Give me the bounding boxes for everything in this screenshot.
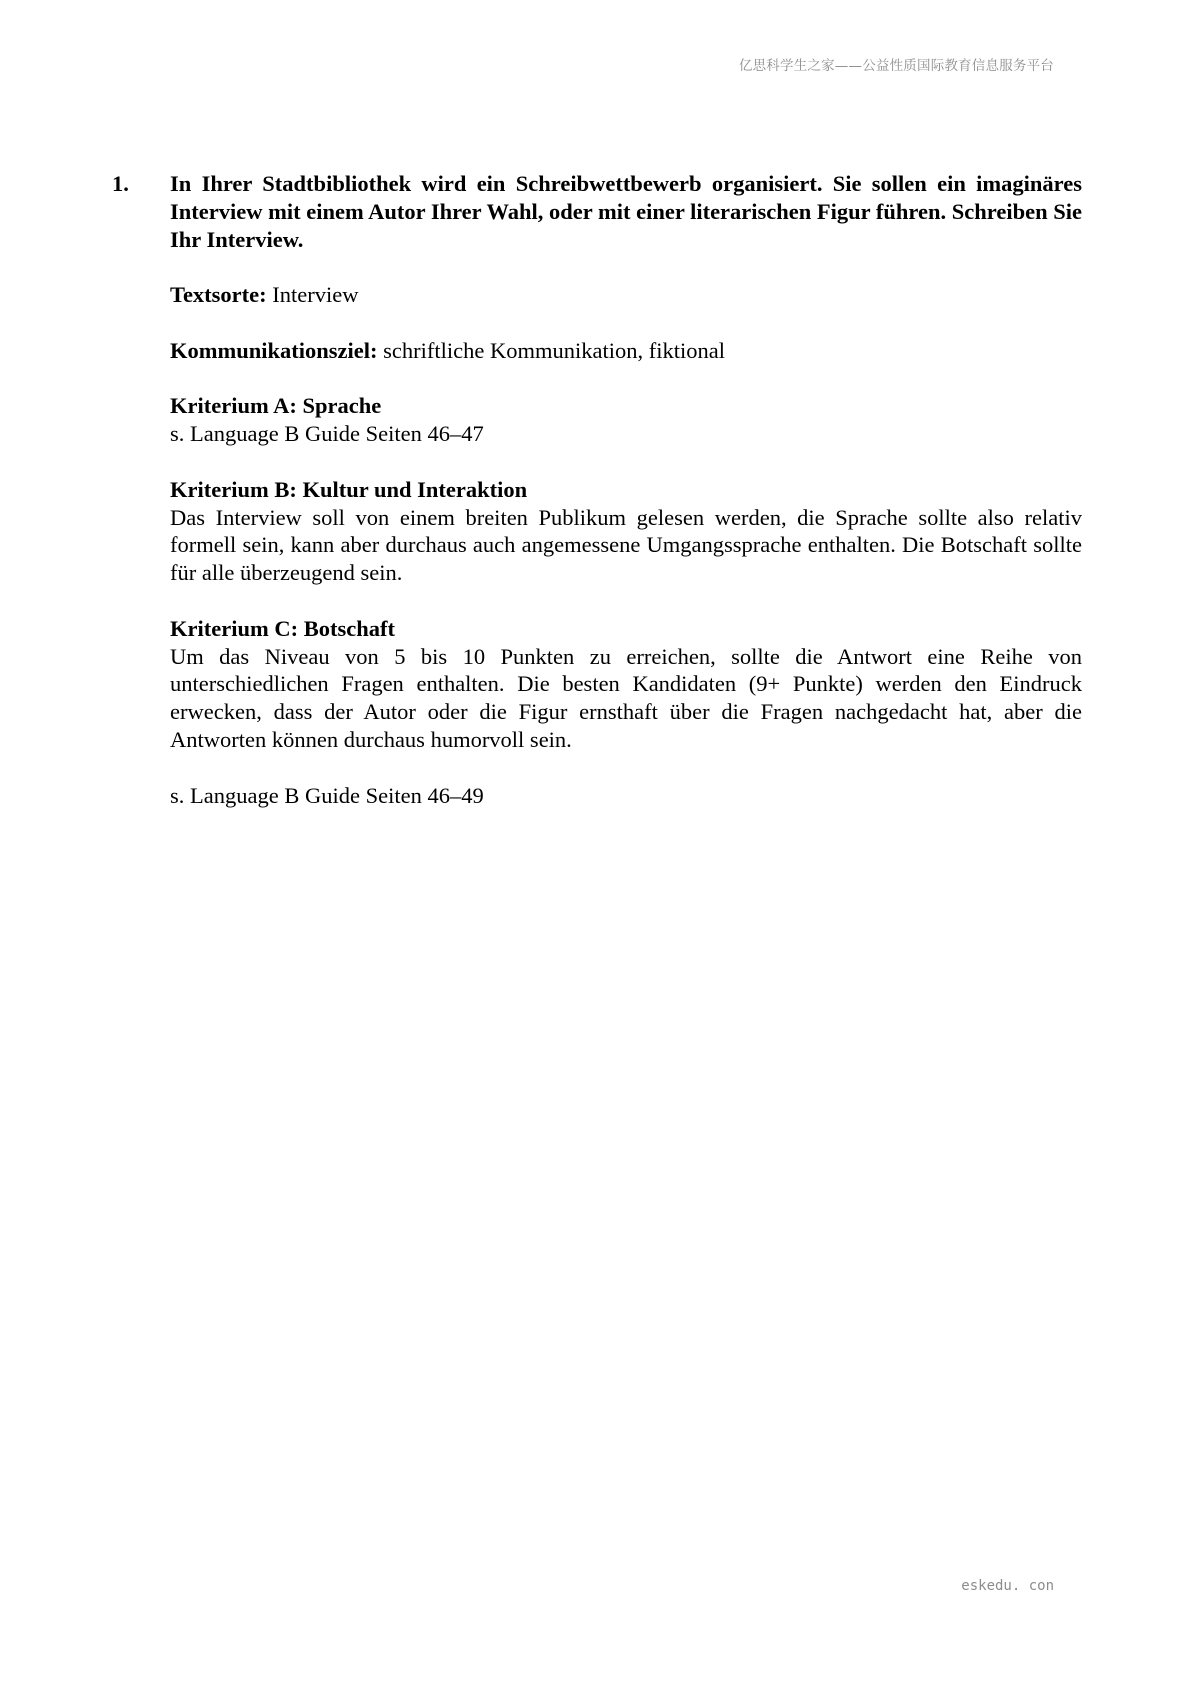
criterion-b-text: Das Interview soll von einem breiten Publikum gelesen werden, die Sprache sollte also relativ formell sein, kann aber durchaus auch angemessene Umgangssprache enthalten. Die Botschaft sollte für alle überzeugend sein.: [170, 504, 1082, 586]
text-type-label: Textsorte:: [170, 282, 267, 308]
question-body: [170, 170, 1082, 809]
footer-watermark: eskedu. con: [961, 1578, 1054, 1594]
text-type-value: Interview: [266, 282, 359, 308]
header-watermark: 亿思科学生之家——公益性质国际教育信息服务平台: [738, 58, 1054, 74]
question-block: [112, 170, 1082, 837]
criterion-b-heading: Kriterium B: Kultur und Interaktion: [170, 476, 528, 502]
criterion-a-heading: Kriterium A: Sprache: [170, 393, 382, 419]
question-number: 1.: [112, 171, 129, 196]
comm-goal-line: [170, 337, 1082, 365]
criterion-c: [170, 615, 1082, 754]
criterion-b: [170, 476, 1082, 587]
criterion-a: [170, 392, 1082, 448]
comm-goal-value: schriftliche Kommunikation, fiktional: [377, 337, 725, 363]
guide-reference: s. Language B Guide Seiten 46–49: [170, 782, 484, 808]
comm-goal-label: Kommunikationsziel:: [170, 337, 378, 363]
question-prompt: In Ihrer Stadtbibliothek wird ein Schreibwettbewerb organisiert. Sie sollen ein imaginäres Interview mit einem Autor Ihrer Wahl, oder mit einer literarischen Figur führen. Schreiben Sie Ihr Interview.: [170, 171, 1082, 252]
text-type-line: [170, 281, 1082, 309]
criterion-c-heading: Kriterium C: Botschaft: [170, 615, 395, 641]
criterion-a-text: s. Language B Guide Seiten 46–47: [170, 421, 484, 447]
criterion-c-text: Um das Niveau von 5 bis 10 Punkten zu erreichen, sollte die Antwort eine Reihe von unterschiedlichen Fragen enthalten. Die besten Kandidaten (9+ Punkte) werden den Eindruck erwecken, dass der Autor oder die Figur ernsthaft über die Fragen nachgedacht hat, aber die Antworten können durchaus humorvoll sein.: [170, 643, 1082, 752]
